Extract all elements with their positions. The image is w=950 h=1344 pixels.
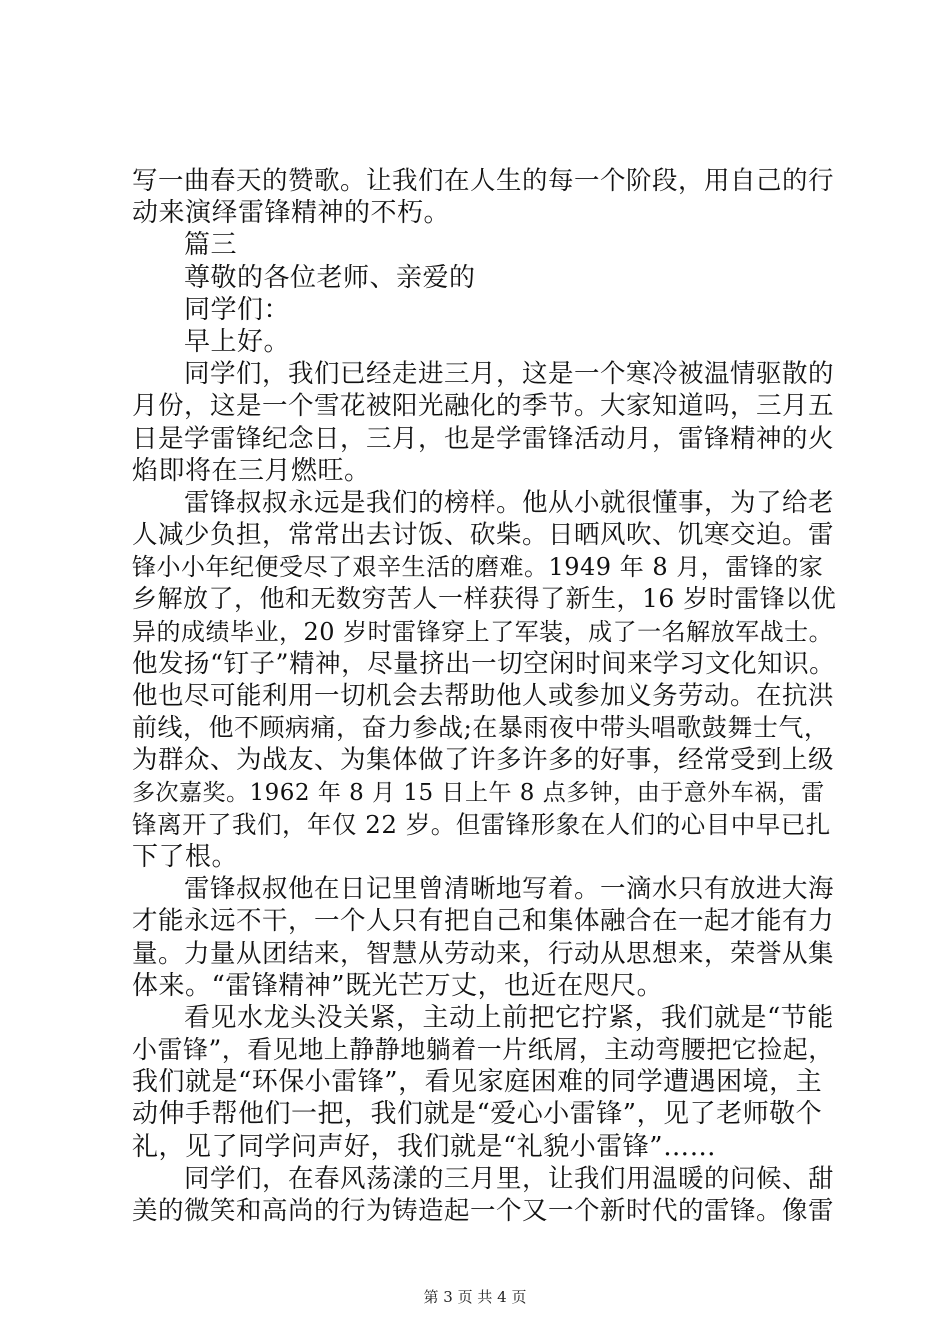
text-line: 美的微笑和高尚的行为铸造起一个又一个新时代的雷锋。像雷 (132, 1196, 835, 1226)
text-line: 他也尽可能利用一切机会去帮助他人或参加义务劳动。在抗洪 (132, 681, 835, 711)
text-line: 体来。“雷锋精神”既光芒万丈，也近在咫尺。 (132, 970, 664, 1001)
text-line: 动来演绎雷锋精神的不朽。 (132, 198, 451, 229)
text-line: 同学们，我们已经走进三月，这是一个寒冷被温情驱散的 (184, 359, 835, 390)
text-line: 锋离开了我们，年仅 22 岁。但雷锋形象在人们的心目中早已扎 (132, 809, 831, 839)
text-line: 同学们，在春风荡漾的三月里，让我们用温暖的问候、甜 (184, 1163, 835, 1194)
text-line: 尊敬的各位老师、亲爱的 (184, 262, 476, 293)
text-line: 前线，他不顾病痛，奋力参战;在暴雨夜中带头唱歌鼓舞士气， (132, 713, 830, 743)
text-line: 写一曲春天的赞歌。让我们在人生的每一个阶段，用自己的行 (132, 166, 835, 196)
text-line: 礼，见了同学问声好，我们就是“礼貌小雷锋”…… (132, 1131, 717, 1162)
text-line: 雷锋叔叔永远是我们的榜样。他从小就很懂事，为了给老 (184, 487, 835, 518)
text-line: 量。力量从团结来，智慧从劳动来，行动从思想来，荣誉从集 (132, 938, 835, 969)
text-line: 月份，这是一个雪花被阳光融化的季节。大家知道吗，三月五 (132, 391, 835, 422)
text-line: 焰即将在三月燃旺。 (132, 455, 371, 486)
text-line: 为群众、为战友、为集体做了许多许多的好事，经常受到上级 (132, 745, 835, 776)
text-line: 早上好。 (184, 326, 291, 357)
text-line: 雷锋叔叔他在日记里曾清晰地写着。一滴水只有放进大海 (184, 874, 835, 905)
text-line: 锋小小年纪便受尽了艰辛生活的磨难。1949 年 8 月，雷锋的家 (132, 553, 824, 582)
text-line: 小雷锋”，看见地上静静地躺着一片纸屑，主动弯腰把它捡起， (132, 1035, 834, 1065)
page-footer: 第 3 页 共 4 页 (423, 1288, 527, 1306)
text-line: 才能永远不干，一个人只有把自己和集体融合在一起才能有力 (132, 906, 835, 937)
text-line: 动伸手帮他们一把，我们就是“爱心小雷锋”，见了老师敬个 (132, 1099, 823, 1130)
text-line: 我们就是“环保小雷锋”，看见家庭困难的同学遭遇困境，主 (132, 1067, 823, 1098)
text-line: 日是学雷锋纪念日，三月，也是学雷锋活动月，雷锋精神的火 (132, 423, 835, 454)
text-line: 乡解放了，他和无数穷苦人一样获得了新生，16 岁时雷锋以优 (132, 584, 837, 614)
text-line: 同学们： (184, 294, 291, 325)
text-line: 异的成绩毕业，20 岁时雷锋穿上了军装，成了一名解放军战士。 (132, 617, 834, 646)
text-line: 多次嘉奖。1962 年 8 月 15 日上午 8 点多钟，由于意外车祸，雷 (132, 779, 825, 806)
document-body (132, 165, 836, 1227)
text-line: 篇三 (184, 230, 238, 261)
text-line: 看见水龙头没关紧，主动上前把它拧紧，我们就是“节能 (184, 1002, 834, 1033)
text-line: 他发扬“钉子”精神，尽量挤出一切空闲时间来学习文化知识。 (132, 648, 836, 679)
text-line: 人减少负担，常常出去讨饭、砍柴。日晒风吹、饥寒交迫。雷 (132, 520, 835, 551)
text-line: 下了根。 (132, 841, 239, 872)
